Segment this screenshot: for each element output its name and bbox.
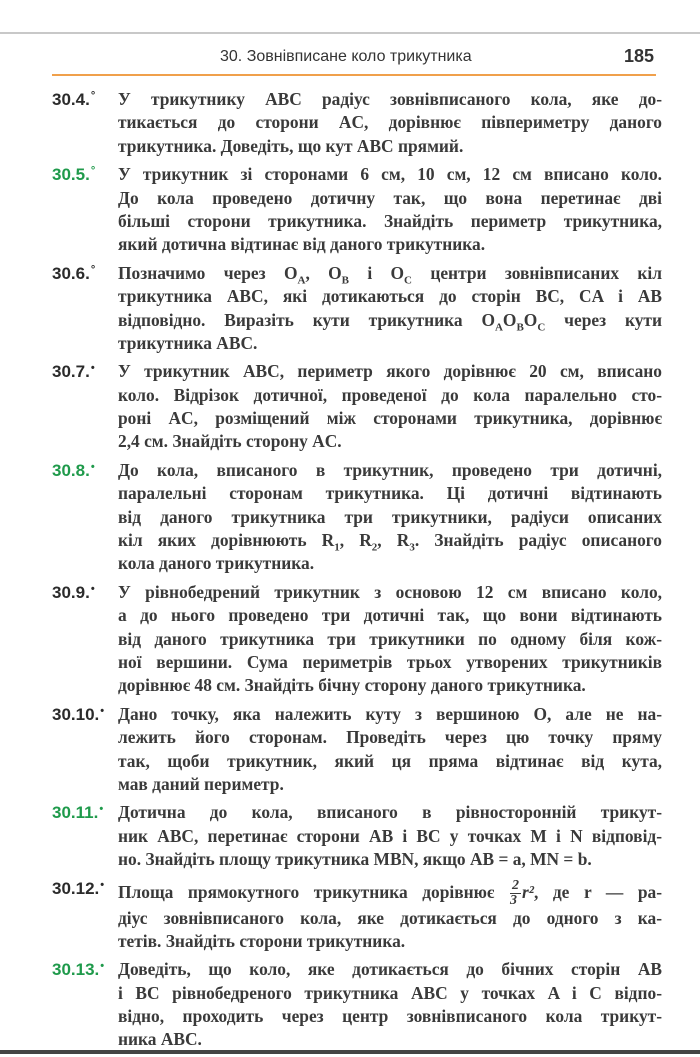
text-line: тикається до сторони AC, дорівнює півпериметру даного [118,112,662,133]
problem-number: 30.7.• [52,362,95,382]
problem-30-7 [52,360,662,454]
problem-number: 30.5.° [52,165,96,185]
problem-30-8 [52,459,662,576]
text-line: більші сторони трикутника. Знайдіть периметр трикутника, [118,210,662,231]
problem-30-11 [52,801,662,871]
text-line: У рівнобедрений трикутник з основою 12 см вписано коло, [118,581,662,602]
problem-number: 30.13.• [52,960,105,980]
viewer-top-bar [0,0,700,34]
text-line: У трикутник зі сторонами 6 см, 10 см, 12 см вписано коло. [118,164,662,185]
problem-number: 30.10.• [52,704,105,724]
text-line: який дотична відтинає від даного трикутника. [118,234,486,255]
fraction: $\frac{2}{3}$ [510,878,519,908]
page-number: 185 [623,46,654,66]
text-line: ної вершини. Сума периметрів трьох утворених трикутників [118,651,662,672]
text-line: Позначимо через $O_A$, $O_B$ і $O_C$ центри зовнівписаних кіл [118,262,662,287]
problem-number: 30.11.• [52,803,104,823]
text-line: кола даного трикутника. [118,553,315,574]
problem-30-6 [52,262,662,356]
text-line: Дотична до кола, вписаного в рівносторонній трикут- [118,802,662,823]
viewer-bottom-bar [0,1050,700,1054]
problem-30-5 [52,163,662,257]
text-line: но. Знайдіть площу трикутника MBN, якщо AB = a, MN = b. [118,849,592,870]
text-line: а до нього проведено три дотичні так, що вони відтинають [118,605,662,626]
text-line: трикутника ABC, які дотикаються до сторін BC, CA і AB [118,286,662,307]
text-line: лежить його сторонам. Проведіть через цю точку пряму [118,727,662,748]
text-line: Доведіть, що коло, яке дотикається до бічних сторін AB [118,959,662,980]
problem-30-10 [52,703,662,797]
problem-30-13 [52,958,662,1052]
text-line: паралельні сторонам трикутника. Ці дотичні відтинають [118,483,662,504]
problem-number: 30.4.° [52,90,96,109]
text-line: мав даний периметр. [118,773,284,794]
text-line: ника ABC. [118,1029,202,1050]
problem-30-12 [52,877,662,954]
text-line: У трикутнику ABC радіус зовнівписаного кола, яке до- [118,89,662,109]
text-line: трикутника. Доведіть, що кут ABC прямий. [118,135,464,156]
text-line: тетів. Знайдіть сторони трикутника. [118,930,406,951]
text-line: ник ABC, перетинає сторони AB і BC у точках M і N відповід- [118,825,662,846]
problem-number: 30.6.° [52,263,96,283]
text-line: роні AC, розміщений між сторонами трикутника, дорівнює [118,408,662,429]
text-line: трикутника ABC. [118,332,258,353]
text-line: від даного трикутника три трикутники, радіуси описаних [118,506,662,527]
text-line: діус зовнівписаного кола, яке дотикається до одного з ка- [118,907,662,928]
text-line: від даного трикутника три трикутники по одному біля кож- [118,628,662,649]
problem-number: 30.9.• [52,582,95,602]
problem-30-4 [52,88,662,158]
text-line: дорівнює 48 см. Знайдіть бічну сторону даного трикутника. [118,675,586,696]
problem-number: 30.12.• [52,878,105,898]
problem-list [52,88,662,1057]
text-line: і BC рівнобедреного трикутника ABC у точках A і C відпо- [118,982,662,1003]
text-line: так, щоби трикутник, який ця пряма відтинає від кута, [118,750,662,771]
text-line: коло. Відрізок дотичної, проведеної до кола паралельно сто- [118,384,662,405]
problem-30-9 [52,581,662,698]
problem-number: 30.8.• [52,460,95,480]
text-line: Площа прямокутного трикутника дорівнює $\frac{2}{3}$ r², де r — ра- [118,878,662,908]
text-line: Дано точку, яка належить куту з вершиною O, але не на- [118,703,662,724]
text-line: До кола проведено дотичну так, що вона перетинає дві [118,187,662,208]
text-line: кіл яких дорівнюють $R_1$, $R_2$, $R_3$. Знайдіть радіус описаного [118,530,662,554]
text-line: відно, проходить через центр зовнівписаного кола трикут- [118,1006,662,1027]
chapter-title: 30. Зовнівписане коло трикутника [220,48,472,65]
page-header [52,42,656,76]
text-line: До кола, вписаного в трикутник, проведено три дотичні, [118,459,662,480]
text-line: 2,4 см. Знайдіть сторону AC. [118,431,342,452]
text-line: відповідно. Виразіть кути трикутника $O_AO_BO_C$ через кути [118,309,662,333]
text-line: У трикутник ABC, периметр якого дорівнює 20 см, вписано [118,361,662,382]
